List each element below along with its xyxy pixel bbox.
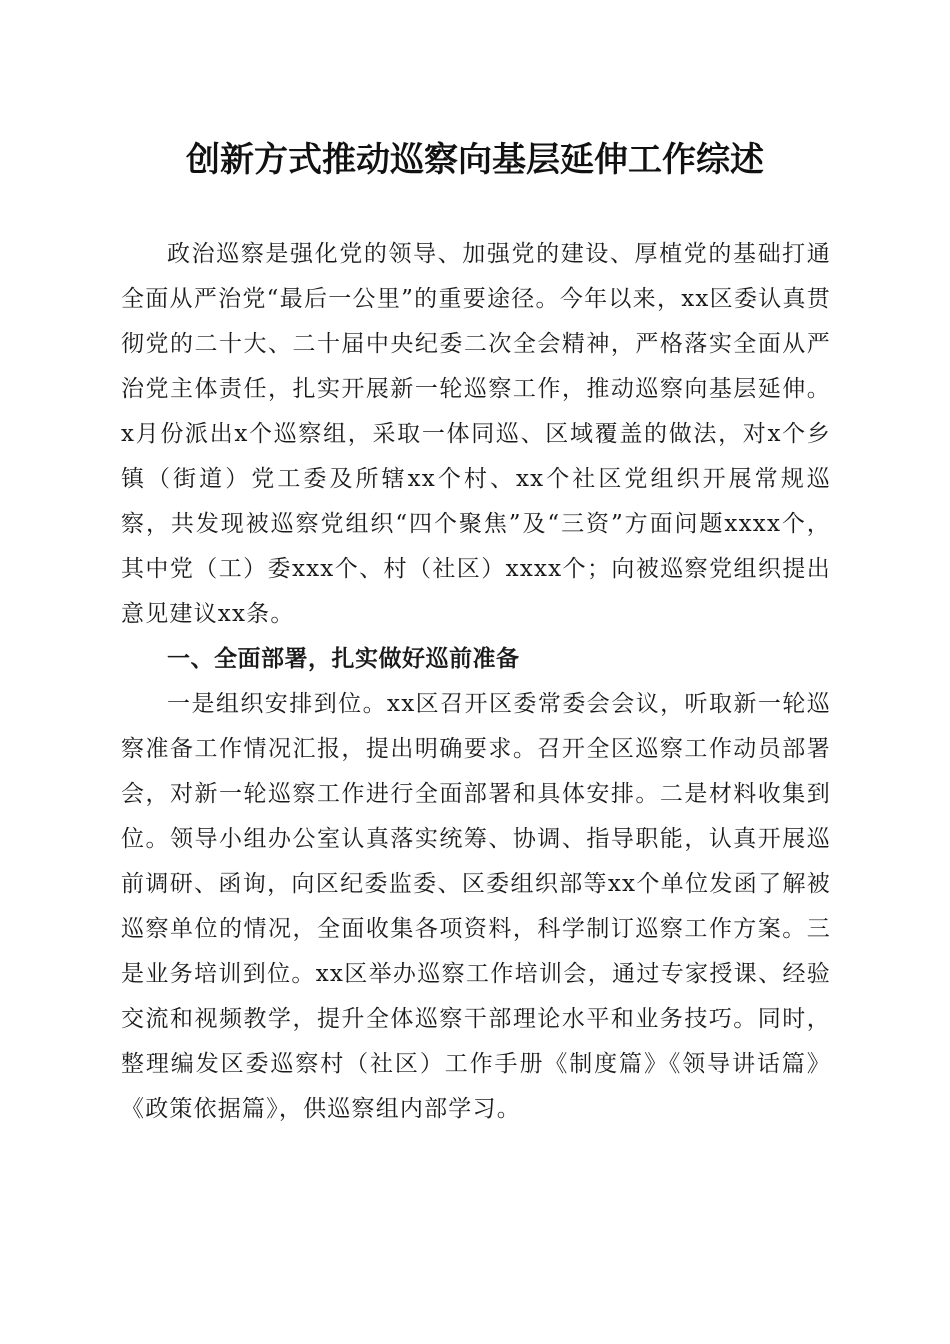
intro-paragraph: 政治巡察是强化党的领导、加强党的建设、厚植党的基础打通全面从严治党“最后一公里”的重要途径。今年以来，xx区委认真贯彻党的二十大、二十届中央纪委二次全会精神，严格落实全面从严治党主体责任，扎实开展新一轮巡察工作，推动巡察向基层延伸。x月份派出x个巡察组，采取一体同巡、区域覆盖的做法，对x个乡镇（街道）党工委及所辖xx个村、xx个社区党组织开展常规巡察，共发现被巡察党组织“四个聚焦”及“三资”方面问题xxxx个，其中党（工）委xxx个、村（社区）xxxx个；向被巡察党组织提出意见建议xx条。 (121, 241, 831, 627)
section-paragraph: 一是组织安排到位。xx区召开区委常委会会议，听取新一轮巡察准备工作情况汇报，提出明确要求。召开全区巡察工作动员部署会，对新一轮巡察工作进行全面部署和具体安排。二是材料收集到位。领导小组办公室认真落实统筹、协调、指导职能，认真开展巡前调研、函询，向区纪委监委、区委组织部等xx个单位发函了解被巡察单位的情况，全面收集各项资料，科学制订巡察工作方案。三是业务培训到位。xx区举办巡察工作培训会，通过专家授课、经验交流和视频教学，提升全体巡察干部理论水平和业务技巧。同时，整理编发区委巡察村（社区）工作手册《制度篇》《领导讲话篇》《政策依据篇》，供巡察组内部学习。 (121, 691, 831, 1122)
document-body (121, 232, 831, 1132)
document-title: 创新方式推动巡察向基层延伸工作综述 (186, 140, 764, 180)
section-heading: 一、全面部署，扎实做好巡前准备 (167, 646, 520, 672)
